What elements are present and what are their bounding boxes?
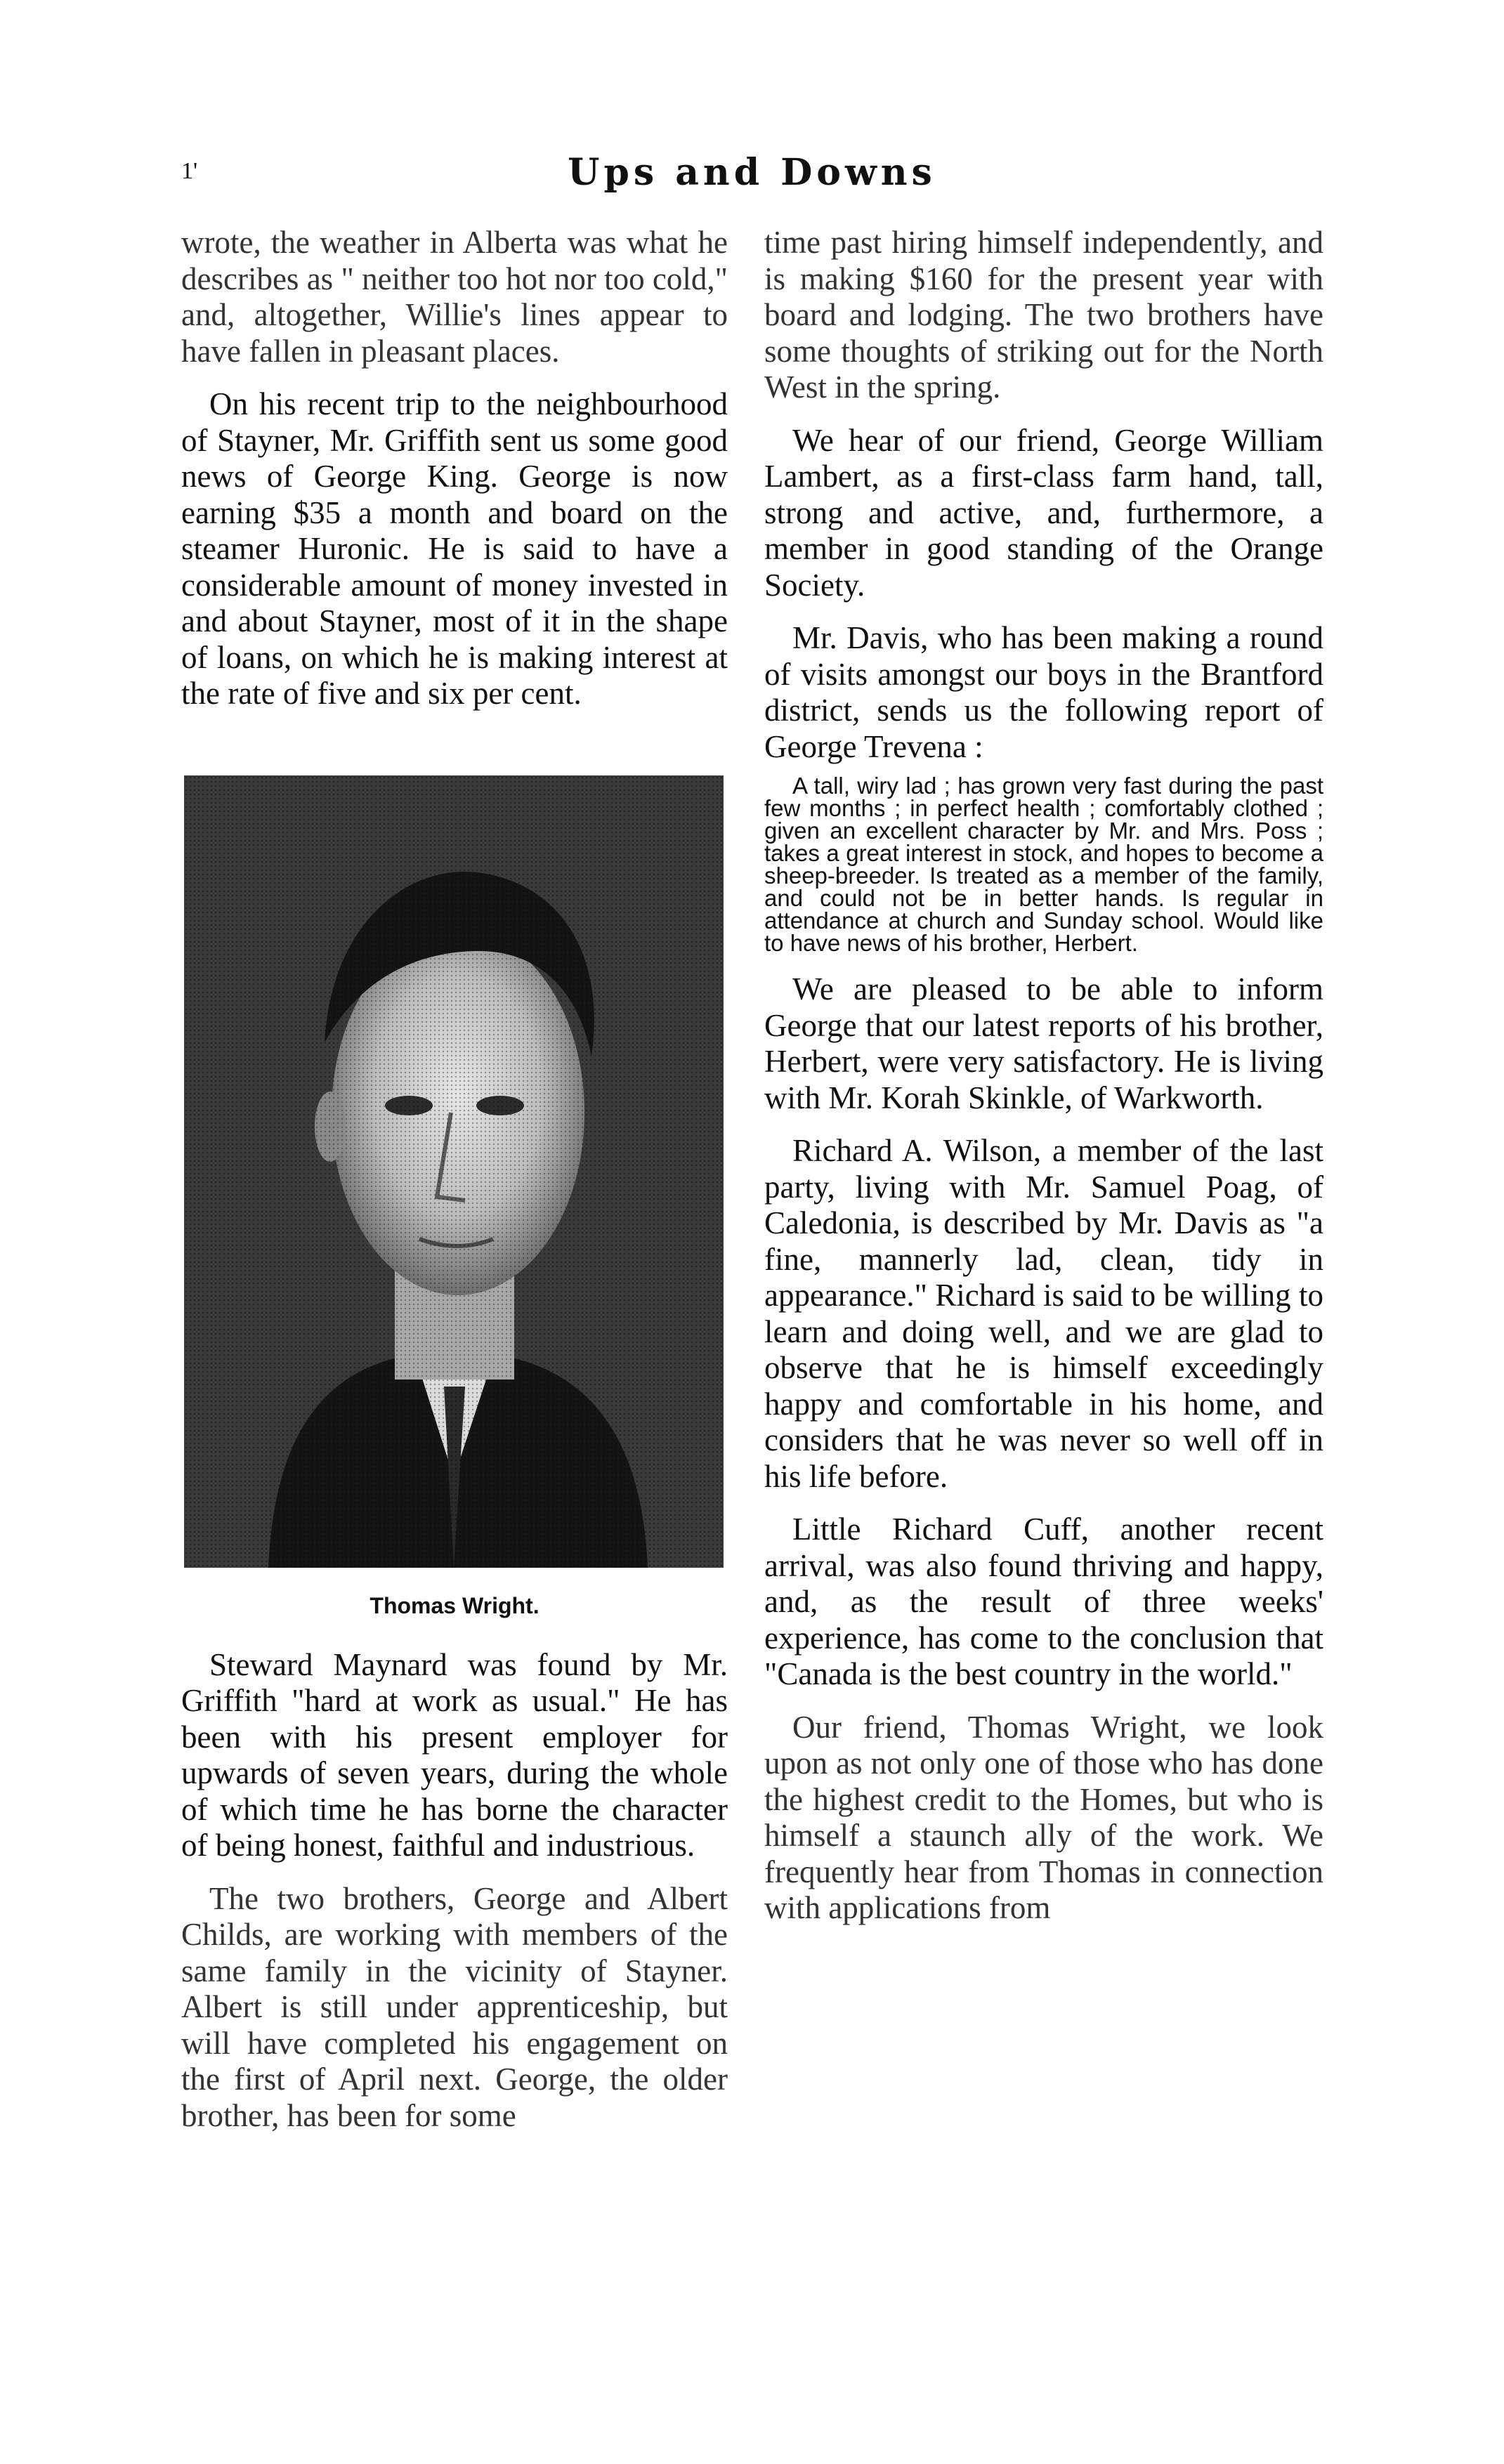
- paragraph-richard-cuff: Little Richard Cuff, another recent arrival, was also found thriving and happy, and, as the result of three weeks' experience, has come to the conclusion that "Canada is the best country in the world.": [764, 1512, 1323, 1691]
- paragraph-mr-davis: Mr. Davis, who has been making a round of visits amongst our boys in the Brantford district, sends us the following report of George Trevena :: [764, 620, 1323, 764]
- portrait-photo: [184, 775, 724, 1568]
- page-number: 1': [181, 158, 198, 184]
- page-header: [0, 144, 1504, 207]
- running-head: Ups and Downs: [568, 151, 936, 194]
- right-column: [764, 225, 1323, 1927]
- paragraph-george-king: On his recent trip to the neighbourhood of Stayner, Mr. Griffith sent us some good news of George King. George is now earning $35 a month and board on the steamer Huronic. He is said to have a considerable amount of money invested in and about Stayner, most of it in the shape of loans, on which he is making interest at the rate of five and six per cent.: [181, 386, 728, 711]
- paragraph-george-lambert: We hear of our friend, George William Lambert, as a first-class farm hand, tall, strong and active, and, furthermore, a member in good standing of the Orange Society.: [764, 422, 1323, 603]
- portrait-illustration: [184, 775, 724, 1568]
- paragraph-richard-wilson: Richard A. Wilson, a member of the last party, living with Mr. Samuel Poag, of Caledonia, is described by Mr. Davis as "a fine, mannerly lad, clean, tidy in appearance." Richard is said to be willing to learn and doing well, and we are glad to observe that he is himself exceedingly happy and comfortable in his home, and considers that he was never so well off in his life before.: [764, 1133, 1323, 1494]
- paragraph-herbert: We are pleased to be able to inform George that our latest reports of his brother, Herbert, were very satisfactory. He is living with Mr. Korah Skinkle, of Warkworth.: [764, 971, 1323, 1115]
- left-column: [181, 225, 728, 2134]
- paragraph-hiring-himself: time past hiring himself independently, and is making $160 for the present year with board and lodging. The two brothers have some thoughts of striking out for the North West in the spring.: [764, 225, 1323, 405]
- report-george-trevena: A tall, wiry lad ; has grown very fast during the past few months ; in perfect health ; comfortably clothed ; given an excellent character by Mr. and Mrs. Poss ; takes a great interest in stock, and hopes to become a sheep-breeder. Is treated as a member of the family, and could not be in better hands. Is regular in attendance at church and Sunday school. Would like to have news of his brother, Herbert.: [764, 773, 1323, 956]
- paragraph-childs-brothers: The two brothers, George and Albert Childs, are working with members of the same family in the vicinity of Stayner. Albert is still under apprenticeship, but will have completed his engagement on the first of April next. George, the older brother, has been for some: [181, 1880, 728, 2133]
- paragraph-thomas-wright: Our friend, Thomas Wright, we look upon as not only one of those who has done the highest credit to the Homes, but who is himself a staunch ally of the work. We frequently hear from Thomas in connection with applications from: [764, 1709, 1323, 1925]
- paragraph-steward-maynard: Steward Maynard was found by Mr. Griffith "hard at work as usual." He has been with his present employer for upwards of seven years, during the whole of which time he has borne the character of being honest, faithful and industrious.: [181, 1646, 728, 1863]
- paragraph-willie-alberta: wrote, the weather in Alberta was what he describes as " neither too hot nor too cold," and, altogether, Willie's lines appear to have fallen in pleasant places.: [181, 225, 728, 369]
- photo-caption: Thomas Wright.: [370, 1592, 540, 1618]
